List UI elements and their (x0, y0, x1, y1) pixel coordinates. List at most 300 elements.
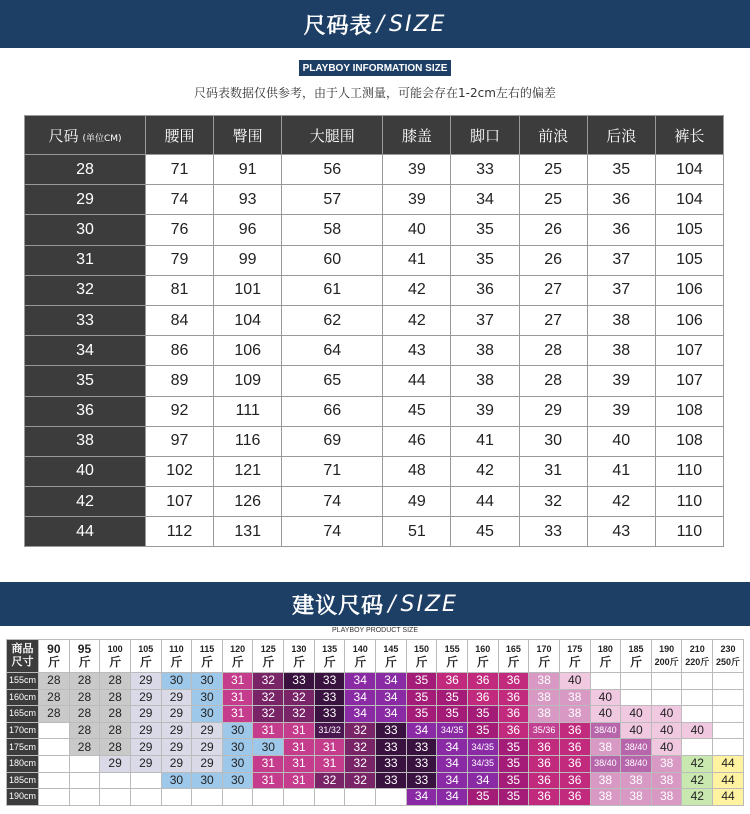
measurement-cell: 28 (519, 366, 587, 396)
recommend-cell: 33 (314, 706, 345, 723)
recommend-cell: 36 (498, 673, 529, 690)
recommend-cell: 38 (621, 789, 652, 806)
recommend-cell: 36 (559, 772, 590, 789)
recommend-cell (100, 789, 131, 806)
measurement-cell: 42 (383, 305, 451, 335)
size-value: 35 (25, 366, 146, 396)
measurement-cell: 27 (519, 275, 587, 305)
measurement-cell: 81 (146, 275, 214, 305)
recommend-cell: 30 (161, 772, 192, 789)
weight-header (345, 640, 376, 673)
recommend-cell: 36 (467, 673, 498, 690)
measurement-cell: 42 (451, 456, 519, 486)
weight-line: 135 (322, 644, 338, 654)
recommend-cell: 34 (467, 772, 498, 789)
recommend-cell: 38 (590, 739, 621, 756)
weight-header (314, 640, 345, 673)
measurement-cell: 26 (519, 215, 587, 245)
size-row (25, 185, 724, 215)
size-value: 34 (25, 336, 146, 366)
weight-line: 斤 (507, 655, 520, 669)
measurement-cell: 71 (146, 155, 214, 185)
recommend-cell: 28 (69, 739, 100, 756)
recommend-cell (682, 673, 713, 690)
recommend-cell: 30 (222, 755, 253, 772)
recommend-cell: 36 (559, 789, 590, 806)
recommend-cell: 31 (284, 755, 315, 772)
recommend-cell (376, 789, 407, 806)
weight-line: 105 (138, 644, 154, 654)
recommend-cell: 28 (100, 739, 131, 756)
recommend-cell: 30 (161, 673, 192, 690)
recommend-cell: 32 (284, 689, 315, 706)
weight-line: 斤 (170, 655, 183, 669)
recommend-cell: 30 (192, 772, 223, 789)
recommend-cell (222, 789, 253, 806)
recommend-cell (590, 673, 621, 690)
recommend-cell: 33 (376, 755, 407, 772)
recommend-cell: 35 (437, 689, 468, 706)
recommend-cell: 35/36 (529, 722, 560, 739)
measurement-cell: 45 (451, 517, 519, 547)
recommend-cell: 32 (345, 755, 376, 772)
recommend-cell: 28 (100, 722, 131, 739)
recommend-cell: 28 (69, 722, 100, 739)
recommend-cell: 40 (682, 722, 713, 739)
weight-header (559, 640, 590, 673)
recommend-cell: 28 (100, 673, 131, 690)
recommend-cell: 36 (529, 739, 560, 756)
size-value: 40 (25, 456, 146, 486)
recommend-cell: 38 (559, 689, 590, 706)
measurement-cell: 25 (519, 155, 587, 185)
recommend-cell (69, 755, 100, 772)
recommend-cell: 35 (406, 706, 437, 723)
recommend-cell (713, 739, 744, 756)
measurement-cell: 69 (282, 426, 383, 456)
recommend-cell: 28 (100, 706, 131, 723)
size-row (25, 517, 724, 547)
measurement-cell: 108 (655, 426, 723, 456)
recommend-cell: 32 (345, 722, 376, 739)
recommend-cell (713, 706, 744, 723)
size-row (25, 275, 724, 305)
measurement-cell: 74 (146, 185, 214, 215)
weight-header (621, 640, 652, 673)
recommend-cell: 30 (192, 673, 223, 690)
recommend-cell: 29 (192, 739, 223, 756)
measurement-cell: 57 (282, 185, 383, 215)
recommend-cell: 29 (161, 689, 192, 706)
recommend-cell: 34/35 (467, 739, 498, 756)
column-header: 膝盖 (383, 116, 451, 155)
recommend-cell: 33 (284, 673, 315, 690)
measurement-cell: 89 (146, 366, 214, 396)
recommend-cell: 30 (222, 722, 253, 739)
banner-separator: / (376, 11, 385, 37)
measurement-cell: 92 (146, 396, 214, 426)
recommend-cell: 40 (590, 706, 621, 723)
weight-line: 斤 (538, 655, 551, 669)
recommend-cell: 34/35 (467, 755, 498, 772)
recommend-cell (69, 772, 100, 789)
size-row (25, 215, 724, 245)
corner-line: 尺寸 (11, 656, 34, 668)
recommend-cell: 33 (376, 722, 407, 739)
weight-header (39, 640, 70, 673)
weight-line: 200斤 (654, 657, 679, 667)
size-row (25, 456, 724, 486)
measurement-cell: 107 (146, 487, 214, 517)
measurement-cell: 42 (587, 487, 655, 517)
height-label: 180cm (7, 755, 39, 772)
weight-line: 斤 (47, 655, 60, 669)
disclaimer-note: 尺码表数据仅供参考，由于人工测量，可能会存在1-2cm左右的偏差 (194, 86, 556, 100)
size-value: 32 (25, 275, 146, 305)
measurement-cell: 66 (282, 396, 383, 426)
measurement-cell: 107 (655, 366, 723, 396)
measurement-cell: 111 (214, 396, 282, 426)
recommend-cell: 40 (621, 706, 652, 723)
recommend-cell: 42 (682, 755, 713, 772)
recommend-cell (621, 673, 652, 690)
recommend-cell: 34 (345, 706, 376, 723)
recommend-row (7, 722, 744, 739)
weight-header (222, 640, 253, 673)
size-row (25, 155, 724, 185)
size-row (25, 487, 724, 517)
measurement-cell: 39 (451, 396, 519, 426)
measurement-cell: 25 (519, 185, 587, 215)
weight-line: 斤 (415, 655, 428, 669)
recommend-cell: 35 (498, 789, 529, 806)
weight-line: 斤 (568, 655, 581, 669)
recommend-cell (39, 772, 70, 789)
recommend-cell: 32 (345, 739, 376, 756)
recommend-cell: 36 (529, 789, 560, 806)
measurement-cell: 42 (383, 275, 451, 305)
recommend-cell (682, 739, 713, 756)
height-label: 170cm (7, 722, 39, 739)
recommend-cell: 28 (39, 689, 70, 706)
recommend-cell: 42 (682, 789, 713, 806)
measurement-cell: 46 (383, 426, 451, 456)
measurement-cell: 96 (214, 215, 282, 245)
recommend-cell: 35 (498, 755, 529, 772)
recommend-cell: 34 (345, 689, 376, 706)
recommend-corner-header (7, 640, 39, 673)
recommend-row (7, 772, 744, 789)
recommend-cell: 44 (713, 772, 744, 789)
measurement-cell: 101 (214, 275, 282, 305)
recommend-cell: 31 (222, 689, 253, 706)
recommend-row (7, 689, 744, 706)
recommend-cell: 36 (529, 755, 560, 772)
recommend-cell: 29 (192, 722, 223, 739)
size-row (25, 245, 724, 275)
recommend-cell: 36 (498, 689, 529, 706)
column-header: 腰围 (146, 116, 214, 155)
recommend-cell: 40 (559, 673, 590, 690)
recommend-cell: 33 (406, 739, 437, 756)
weight-line: 斤 (599, 655, 612, 669)
weight-header (100, 640, 131, 673)
measurement-cell: 121 (214, 456, 282, 486)
weight-line: 斤 (446, 655, 459, 669)
recommend-cell: 36 (467, 689, 498, 706)
recommend-cell: 34 (437, 755, 468, 772)
measurement-cell: 71 (282, 456, 383, 486)
size-row (25, 426, 724, 456)
recommend-cell: 30 (222, 739, 253, 756)
recommend-cell: 29 (161, 706, 192, 723)
recommend-cell (100, 772, 131, 789)
recommend-subtitle: PLAYBOY PRODUCT SIZE (332, 627, 418, 634)
recommend-cell: 35 (467, 722, 498, 739)
brand-label: PLAYBOY INFORMATION SIZE (299, 60, 451, 76)
recommend-cell: 36 (437, 673, 468, 690)
weight-line: 190 (659, 644, 675, 654)
recommend-cell: 29 (161, 722, 192, 739)
recommend-row (7, 706, 744, 723)
recommend-cell: 29 (130, 722, 161, 739)
measurement-cell: 37 (451, 305, 519, 335)
recommend-cell (253, 789, 284, 806)
recommend-cell (621, 689, 652, 706)
measurement-cell: 33 (519, 517, 587, 547)
measurement-cell: 84 (146, 305, 214, 335)
weight-line: 185 (628, 644, 644, 654)
recommend-cell: 34 (406, 789, 437, 806)
recommend-cell: 31 (222, 673, 253, 690)
size-value: 33 (25, 305, 146, 335)
measurement-cell: 39 (587, 366, 655, 396)
measurement-cell: 74 (282, 487, 383, 517)
measurement-cell: 60 (282, 245, 383, 275)
banner-title-cn: 尺码表 (303, 13, 373, 39)
recommend-cell: 40 (621, 722, 652, 739)
weight-header (467, 640, 498, 673)
weight-header (192, 640, 223, 673)
weight-line: 95 (77, 642, 92, 656)
recommend-cell: 29 (161, 755, 192, 772)
column-header: 大腿围 (282, 116, 383, 155)
measurement-cell: 93 (214, 185, 282, 215)
recommend-cell: 31/32 (314, 722, 345, 739)
weight-line: 110 (169, 644, 184, 654)
measurement-cell: 39 (383, 185, 451, 215)
weight-line: 斤 (139, 655, 152, 669)
recommend-cell (130, 789, 161, 806)
recommend-cell: 38 (651, 755, 682, 772)
recommend-cell: 40 (651, 739, 682, 756)
weight-line: 斤 (292, 655, 305, 669)
measurement-cell: 37 (587, 245, 655, 275)
measurement-cell: 110 (655, 517, 723, 547)
recommend-cell: 35 (498, 772, 529, 789)
measurement-cell: 76 (146, 215, 214, 245)
recommend-cell: 38/40 (621, 755, 652, 772)
measurement-cell: 104 (655, 185, 723, 215)
weight-header (437, 640, 468, 673)
recommend-cell: 32 (345, 772, 376, 789)
weight-header (69, 640, 100, 673)
weight-line: 160 (475, 644, 491, 654)
measurement-cell: 27 (519, 305, 587, 335)
recommend-cell: 38 (651, 772, 682, 789)
measurement-cell: 91 (214, 155, 282, 185)
measurement-cell: 62 (282, 305, 383, 335)
weight-line: 175 (567, 644, 583, 654)
weight-line: 100 (107, 644, 123, 654)
unit-label: (单位CM) (82, 133, 122, 144)
recommend-cell: 28 (69, 706, 100, 723)
measurement-cell: 48 (383, 456, 451, 486)
recommend-cell: 32 (253, 689, 284, 706)
recommend-cell: 31 (253, 772, 284, 789)
measurement-cell: 28 (519, 336, 587, 366)
recommend-row (7, 789, 744, 806)
weight-header (682, 640, 713, 673)
weight-line: 130 (291, 644, 307, 654)
recommend-cell: 35 (498, 739, 529, 756)
weight-line: 斤 (384, 655, 397, 669)
measurement-cell: 43 (383, 336, 451, 366)
recommend-cell: 32 (284, 706, 315, 723)
recommend-cell: 36 (498, 706, 529, 723)
measurement-cell: 99 (214, 245, 282, 275)
recommend-cell: 29 (161, 739, 192, 756)
size-column-header (25, 116, 146, 155)
measurement-cell: 35 (451, 215, 519, 245)
recommend-cell: 31 (314, 739, 345, 756)
recommend-cell: 35 (467, 789, 498, 806)
height-label: 175cm (7, 739, 39, 756)
weight-line: 斤 (78, 655, 91, 669)
weight-line: 斤 (201, 655, 214, 669)
measurement-cell: 45 (383, 396, 451, 426)
recommend-cell: 38 (590, 789, 621, 806)
column-header: 脚口 (451, 116, 519, 155)
recommend-cell (682, 689, 713, 706)
measurement-cell: 35 (451, 245, 519, 275)
weight-line: 140 (352, 644, 368, 654)
weight-line: 斤 (231, 655, 244, 669)
measurement-cell: 126 (214, 487, 282, 517)
measurement-cell: 26 (519, 245, 587, 275)
measurement-cell: 58 (282, 215, 383, 245)
height-label: 155cm (7, 673, 39, 690)
weight-line: 165 (505, 644, 521, 654)
measurement-cell: 34 (451, 185, 519, 215)
measurement-cell: 41 (587, 456, 655, 486)
recommend-cell: 31 (253, 755, 284, 772)
recommend-cell: 34 (437, 789, 468, 806)
measurement-cell: 106 (214, 336, 282, 366)
measurement-cell: 97 (146, 426, 214, 456)
recommend-cell: 38 (529, 706, 560, 723)
recommend-cell: 29 (130, 689, 161, 706)
measurement-cell: 30 (519, 426, 587, 456)
weight-line: 125 (260, 644, 276, 654)
recommend-cell: 31 (222, 706, 253, 723)
recommend-cell: 35 (406, 689, 437, 706)
recommend-separator: / (388, 591, 397, 617)
size-table (24, 115, 724, 547)
recommend-cell (39, 722, 70, 739)
recommend-cell: 28 (69, 689, 100, 706)
weight-line: 170 (536, 644, 552, 654)
weight-header (253, 640, 284, 673)
recommend-cell (713, 722, 744, 739)
weight-line: 250斤 (716, 657, 741, 667)
measurement-cell: 39 (383, 155, 451, 185)
recommend-cell: 35 (437, 706, 468, 723)
recommend-cell: 38/40 (621, 739, 652, 756)
weight-line: 斤 (109, 655, 122, 669)
height-label: 190cm (7, 789, 39, 806)
recommend-cell: 33 (376, 739, 407, 756)
weight-line: 180 (597, 644, 613, 654)
recommend-cell: 38 (529, 673, 560, 690)
recommend-cell: 36 (559, 722, 590, 739)
recommend-cell: 38 (529, 689, 560, 706)
recommend-cell (69, 789, 100, 806)
recommend-cell (39, 789, 70, 806)
recommend-cell (345, 789, 376, 806)
measurement-cell: 65 (282, 366, 383, 396)
recommend-cell (651, 689, 682, 706)
size-value: 38 (25, 426, 146, 456)
recommend-cell: 40 (590, 689, 621, 706)
column-header: 臀围 (214, 116, 282, 155)
recommend-row (7, 739, 744, 756)
column-header: 裤长 (655, 116, 723, 155)
recommend-cell: 38 (621, 772, 652, 789)
measurement-cell: 38 (451, 336, 519, 366)
recommend-cell: 31 (284, 772, 315, 789)
recommend-cell (651, 673, 682, 690)
recommend-cell (682, 706, 713, 723)
measurement-cell: 86 (146, 336, 214, 366)
weight-line: 145 (383, 644, 399, 654)
recommend-cell: 34 (376, 706, 407, 723)
recommend-cell: 31 (284, 739, 315, 756)
measurement-cell: 109 (214, 366, 282, 396)
recommend-cell: 34 (406, 722, 437, 739)
measurement-cell: 44 (383, 366, 451, 396)
recommend-cell (130, 772, 161, 789)
measurement-cell: 38 (587, 305, 655, 335)
recommend-cell: 35 (467, 706, 498, 723)
measurement-cell: 40 (587, 426, 655, 456)
weight-line: 150 (413, 644, 430, 654)
measurement-cell: 51 (383, 517, 451, 547)
recommend-cell (314, 789, 345, 806)
measurement-cell: 64 (282, 336, 383, 366)
recommend-title-cn: 建议尺码 (292, 593, 385, 619)
measurement-cell: 107 (655, 336, 723, 366)
measurement-cell: 105 (655, 245, 723, 275)
measurement-cell: 61 (282, 275, 383, 305)
recommend-cell: 36 (498, 722, 529, 739)
size-column-label: 尺码 (48, 126, 79, 145)
measurement-cell: 37 (587, 275, 655, 305)
recommend-cell: 28 (69, 673, 100, 690)
measurement-cell: 36 (587, 215, 655, 245)
recommend-cell: 30 (222, 772, 253, 789)
weight-line: 斤 (476, 655, 489, 669)
